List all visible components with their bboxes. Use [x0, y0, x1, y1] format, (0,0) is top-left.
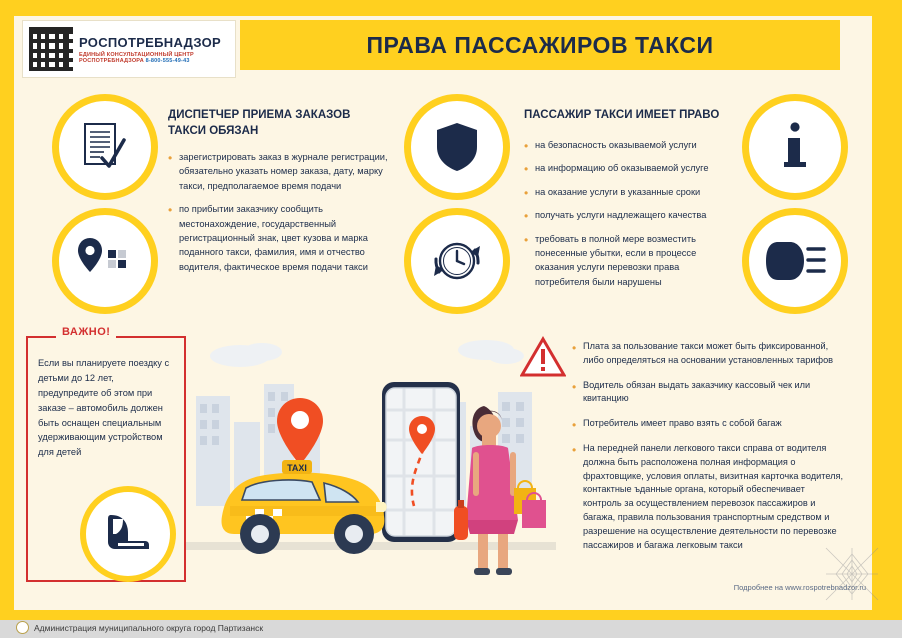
list-item: • на информацию об оказываемой услуге [524, 161, 736, 175]
important-label: ВАЖНО! [56, 326, 116, 338]
list-item: • на оказание услуги в указанные сроки [524, 185, 736, 199]
shield-icon [433, 119, 481, 175]
icon-circle-shield [404, 94, 510, 200]
logo-text-group [79, 35, 221, 64]
notices-list [572, 340, 844, 563]
footer-credit-text: Администрация муниципального округа город Партизанск [34, 622, 264, 633]
child-car-seat-icon [101, 507, 155, 561]
map-pin-taxi-icon [74, 234, 136, 288]
passenger-rights-list [524, 138, 736, 298]
logo-org-short: РОСПОТРЕБНАДЗОРА [79, 57, 144, 64]
headlight-icon [764, 238, 826, 284]
frame-right-band [872, 0, 902, 638]
spider-web-watermark [824, 546, 880, 602]
list-item: • На передней панели легкового такси справа от водителя должна быть расположена полная информация о фрахтовщике, условия оплаты, визитная карточка водителя, контактные ъданные органа, который обеспечивает контроль за осуществлением перевозок пассажиров и багажа, правила пользования транспортным средством и разрешение на осуществление деятельности по перевозке пассажиров и багажа легковым такси [572, 442, 844, 552]
list-item: • на безопасность оказываемой услуги [524, 138, 736, 152]
taxi-illustration [186, 330, 556, 582]
warning-triangle-icon [520, 336, 566, 378]
list-item: • Плата за пользование такси может быть фиксированной, либо определяться на основании установленных тарифов [572, 340, 844, 368]
logo-center-line-2 [79, 58, 221, 64]
info-icon [775, 118, 815, 176]
passenger-heading: ПАССАЖИР ТАКСИ ИМЕЕТ ПРАВО [524, 109, 720, 121]
document-checklist-icon [76, 118, 134, 176]
list-item: • получать услуги надлежащего качества [524, 208, 736, 222]
list-item: • зарегистрировать заказ в журнале регистрации, обязательно указать номер заказа, дату, марку такси, предполагаемое время подачи [168, 150, 390, 193]
important-text: Если вы планируете поездку с детьми до 12 лет, предупредите об этом при заказе – автомобиль должен быть оснащен специальным удерживающим устройством для детей [38, 358, 170, 458]
list-item: • Водитель обязан выдать заказчику кассовый чек или квитанцию [572, 379, 844, 407]
frame-left-band [0, 0, 14, 638]
icon-circle-document [52, 94, 158, 200]
qr-code-icon[interactable] [29, 27, 73, 71]
logo-org-name: РОСПОТРЕБНАДЗОР [79, 34, 222, 50]
logo-center-line: ЕДИНЫЙ КОНСУЛЬТАЦИОННЫЙ ЦЕНТР [79, 51, 194, 58]
city-emblem-icon [16, 621, 29, 634]
list-item: • Потребитель имеет право взять с собой багаж [572, 417, 844, 431]
dispatcher-heading: ДИСПЕТЧЕР ПРИЕМА ЗАКАЗОВ ТАКСИ ОБЯЗАН [168, 109, 351, 137]
phone-map-illustration [382, 382, 460, 542]
icon-circle-clock [404, 208, 510, 314]
icon-circle-child-seat [80, 486, 176, 582]
frame-top-band [0, 0, 902, 16]
organization-logo-block [22, 20, 236, 78]
list-item: • по прибытии заказчику сообщить местонахождение, государственный регистрационный знак, цвет кузова и марка поданного такси, фамилия, имя и отчество водителя, фактическое время подачи такси [168, 202, 390, 274]
svg-text:TAXI: TAXI [287, 463, 307, 473]
icon-circle-info [742, 94, 848, 200]
dispatcher-list [168, 150, 390, 283]
page-title: ПРАВА ПАССАЖИРОВ ТАКСИ [366, 31, 714, 58]
page-title-bar [240, 20, 840, 70]
logo-phone: 8-800-555-49-43 [145, 57, 190, 64]
list-item: • требовать в полной мере возместить понесенные убытки, если в процессе оказания услуги перевозки права потребителя были нарушены [524, 232, 736, 290]
icon-circle-headlight [742, 208, 848, 314]
more-info-link[interactable]: Подробнее на www.rospotrebnadzor.ru [733, 583, 866, 592]
footer-credit [16, 621, 263, 634]
clock-refresh-icon [426, 230, 488, 292]
icon-circle-location [52, 208, 158, 314]
